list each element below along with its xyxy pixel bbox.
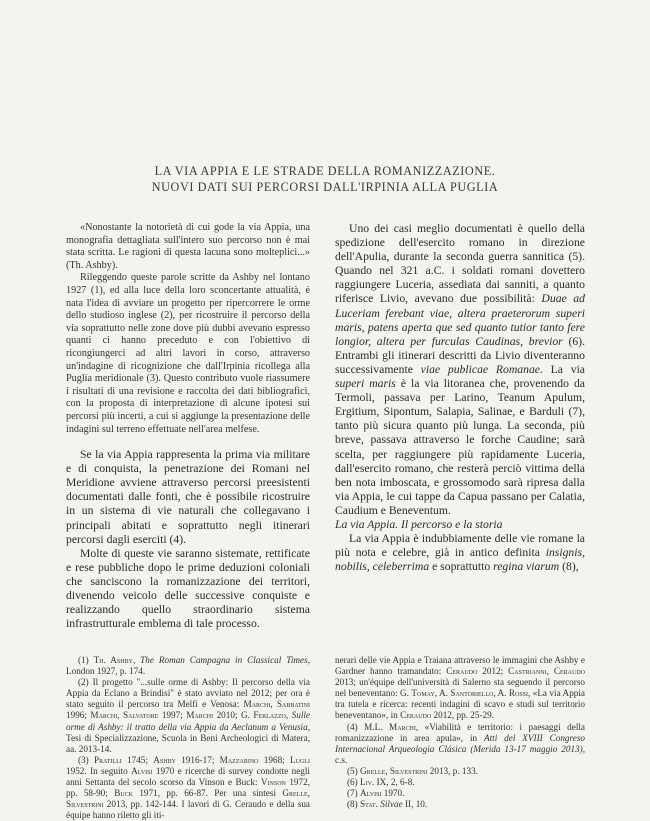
intro-block <box>66 222 310 436</box>
footnotes-left <box>66 655 310 821</box>
footnote-8: (8) Stat. Silvae II, 10. <box>347 799 428 810</box>
article-title-line-1: LA VIA APPIA E LE STRADE DELLA ROMANIZZAZIONE. <box>154 164 496 178</box>
footnote-2: (2) Il progetto "...sulle orme di Ashby: Il percorso della via Appia da Eclano a Brindisi" è stato avviato nel 2012; per ora è stato seguito il percorso tra Melfi e Venosa: Marchi, Sabbatini 1996; Marchi, Salvatore 1997; Marchi 2010; G. Ferlazzo, Sulle orme di Ashby: il tratto della via Appia da Aeclanum a Venusia, Tesi di Specializzazione, Scuola in Beni Archeologici di Matera, aa. 2013-14. <box>66 677 310 754</box>
article-title-line-2: NUOVI DATI SUI PERCORSI DALL'IRPINIA ALLA PUGLIA <box>151 179 499 194</box>
footnote-1: (1) Th. Ashby, The Roman Campagna in Classical Times, London 1927, p. 174. <box>66 655 310 677</box>
left-body-paragraph-2: Molte di queste vie saranno sistemate, rettificate e rese pubbliche dopo le prime deduzioni coloniali che sanciscono la romanizzazione dei territori, divenendo veicolo delle successive conquiste e realizzando quello straordinario sistema infrastrutturale emblema di tale processo. <box>66 546 310 631</box>
right-body <box>335 222 585 574</box>
left-body <box>66 448 310 631</box>
article-title <box>40 164 610 195</box>
footnotes-right <box>335 655 585 810</box>
left-body-paragraph-1: Se la via Appia rappresenta la prima via militare e di conquista, la penetrazione dei Romani nel Meridione avviene attraverso percorsi preesistenti documentati dalle fonti, che è possibile ricostruire in un sistema di vie naturali che collegavano i principali abitati e soprattutto negli itinerari percorsi dagli eserciti (4). <box>66 448 310 546</box>
intro-quote: «Nonostante la notorietà di cui gode la via Appia, una monografia dettagliata sull'intero suo percorso non è mai stata scritta. Le ragioni di questa lacuna sono molteplici...» (Th. Ashby). <box>66 222 310 271</box>
intro-paragraph: Rileggendo queste parole scritte da Ashby nel lontano 1927 (1), ed alla luce della loro sconcertante attualità, è nata l'idea di avviare un progetto per ripercorrere le orme dello studioso inglese (2), per ricostruire il percorso della via soprattutto nelle zone dove più dubbi avevano espresso quanti ci hanno preceduto e con l'obiettivo di ricongiungerci ad altri lavori in corso, attraverso un'indagine di ricognizione che dall'Irpinia ricollega alla Puglia meridionale (3). Questo contributo vuole riassumere i risultati di una revisione e raccolta dei dati bibliografici, con la proposta di interpretazione di alcune ipotesi sui percorsi più incerti, a cui si aggiunge la presentazione delle indagini sul terreno effettuate nell'area melfese. <box>66 272 310 435</box>
livy-quote: Duae ad Luceriam ferebant viae, altera praeterorum superi maris, patens aperta que sed quanto tutior tanto fere longior, altera per furculas Caudinas, brevior <box>335 292 585 348</box>
footnote-6: (6) Liv. IX, 2, 6-8. <box>347 777 415 788</box>
footnote-4: (4) M.L. Marchi, «Viabilità e territorio: i paesaggi della romanizzazione in area apula», in Atti del XVIII Congreso Internacional Arqueologia Clásica (Merida 13-17 maggio 2013), c.s. <box>335 721 585 765</box>
right-body-paragraph-2: La via Appia è indubbiamente delle vie romane la più nota e celebre, già in antico definita insignis, nobilis, celeberrima e soprattutto regina viarum (8), <box>335 532 585 574</box>
footnote-3-continued: nerari delle vie Appia e Traiana attraverso le immagini che Ashby e Gardner hanno tramandato: Ceraudo 2012; Castrianni, Ceraudo 2013; un'équipe dell'università di Salerno sta seguendo il percorso nel beneventano: G. Tomay, A. Santoriello, A. Rossi, «La via Appia tra tutela e ricerca: recenti indagini di scavo e studi sul territorio beneventano», in Ceraudo 2012, pp. 25-29. <box>335 655 586 721</box>
right-column <box>335 222 585 574</box>
left-column <box>66 222 310 631</box>
footnote-3: (3) Pratilli 1745; Ashby 1916-17; Mazzarino 1968; Lugli 1952. In seguito Alvisi 1970 e ricerche di survey condotte negli anni Settanta del secolo scorso da Vinson e Buck: Vinson 1972, pp. 58-90; Buck 1971, pp. 66-87. Per una sintesi Grelle, Silvestrini 2013, pp. 142-144. I lavori di G. Ceraudo e della sua équipe hanno riletto gli iti- <box>66 754 311 821</box>
footnote-7: (7) Alvisi 1970. <box>347 788 405 799</box>
right-body-paragraph-1: Uno dei casi meglio documentati è quello della spedizione dell'esercito romano in direzione dell'Apulia, durante la seconda guerra sannitica (5). Quando nel 321 a.C. i soldati romani dovettero raggiungere Luceria, assediata dai sanniti, a quanto riferisce Livio, avevano due possibilità: Duae ad Luceriam ferebant viae, altera praeterorum superi maris, patens aperta que sed quanto tutior tanto fere longior, altera per furculas Caudinas, brevior (6). Entrambi gli itinerari descritti da Livio diventeranno successivamente viae publicae Romanae. La via superi maris è la via litoranea che, provenendo da Termoli, passava per Larino, Teanum Apulum, Ergitium, Sipontum, Salapia, Salinae, e Barduli (7), tanto più sicura quanto più lunga. La seconda, più breve, passava attraverso le forche Caudine; sarà scelta, per raggiungere più rapidamente Luceria, dall'esercito romano, che resterà perciò vittima della ben nota imboscata, e grossomodo sarà ripresa dalla via Appia, le cui tappe da Capua passano per Calatia, Caudium e Beneventum. <box>335 222 585 517</box>
footnote-5: (5) Grelle, Silvestrini 2013, p. 133. <box>347 765 478 776</box>
section-heading: La via Appia. Il percorso e la storia <box>335 517 503 531</box>
